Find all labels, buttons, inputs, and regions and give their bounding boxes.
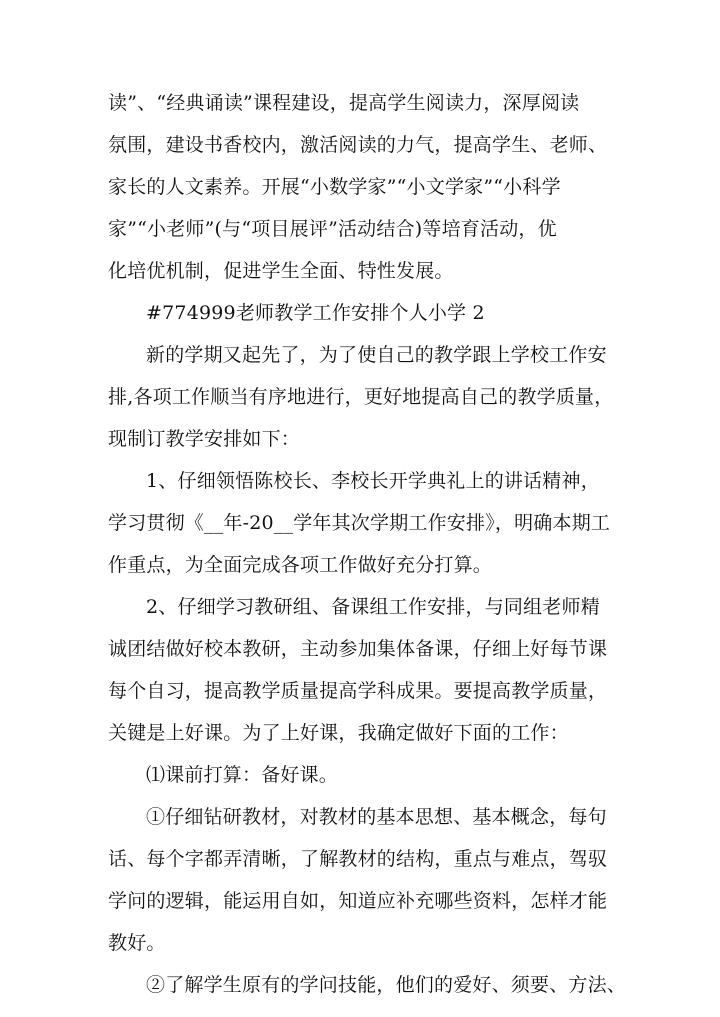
text-line: 氛围，建设书香校内，激活阅读的力气，提高学生、老师、	[108, 134, 608, 156]
text-line: 家长的人文素养。开展“小数学家”“小文学家”“小科学	[108, 176, 561, 198]
text-line: 教好。	[108, 932, 166, 954]
text-line: 1、仔细领悟陈校长、李校长开学典礼上的讲话精神，	[146, 470, 600, 492]
text-line: 诚团结做好校本教研，主动参加集体备课，仔细上好每节课	[108, 638, 608, 660]
text-line: 学习贯彻《__年-20__学年其次学期工作安排》，明确本期工	[108, 512, 611, 534]
text-line: ⑴课前打算：备好课。	[146, 764, 339, 786]
text-line: 每个自习，提高教学质量提高学科成果。要提高教学质量，	[108, 680, 608, 702]
text-line: ①仔细钻研教材，对教材的基本思想、基本概念，每句	[146, 806, 607, 828]
text-line: 作重点，为全面完成各项工作做好充分打算。	[108, 554, 493, 576]
text-line: 现制订教学安排如下：	[108, 428, 301, 450]
text-line: 关键是上好课。为了上好课，我确定做好下面的工作：	[108, 722, 569, 744]
text-line: 话、每个字都弄清晰，了解教材的结构，重点与难点，驾驭	[108, 848, 608, 870]
text-line: ②了解学生原有的学问技能，他们的爱好、须要、方法、	[146, 974, 627, 996]
text-line: 化培优机制，促进学生全面、特性发展。	[108, 260, 454, 282]
text-line: 新的学期又起先了，为了使自己的教学跟上学校工作安	[146, 344, 607, 366]
text-line: 排,各项工作顺当有序地进行，更好地提高自己的教学质量，	[108, 386, 614, 408]
text-line: 家”“小老师”(与“项目展评”活动结合)等培育活动，优	[108, 218, 557, 240]
text-line: 2、仔细学习教研组、备课组工作安排，与同组老师精	[146, 596, 600, 618]
section-heading: #774999老师教学工作安排个人小学 2	[146, 302, 485, 324]
text-line: 学问的逻辑，能运用自如，知道应补充哪些资料，怎样才能	[108, 890, 608, 912]
text-line: 读”、“经典诵读”课程建设，提高学生阅读力，深厚阅读	[108, 92, 580, 114]
